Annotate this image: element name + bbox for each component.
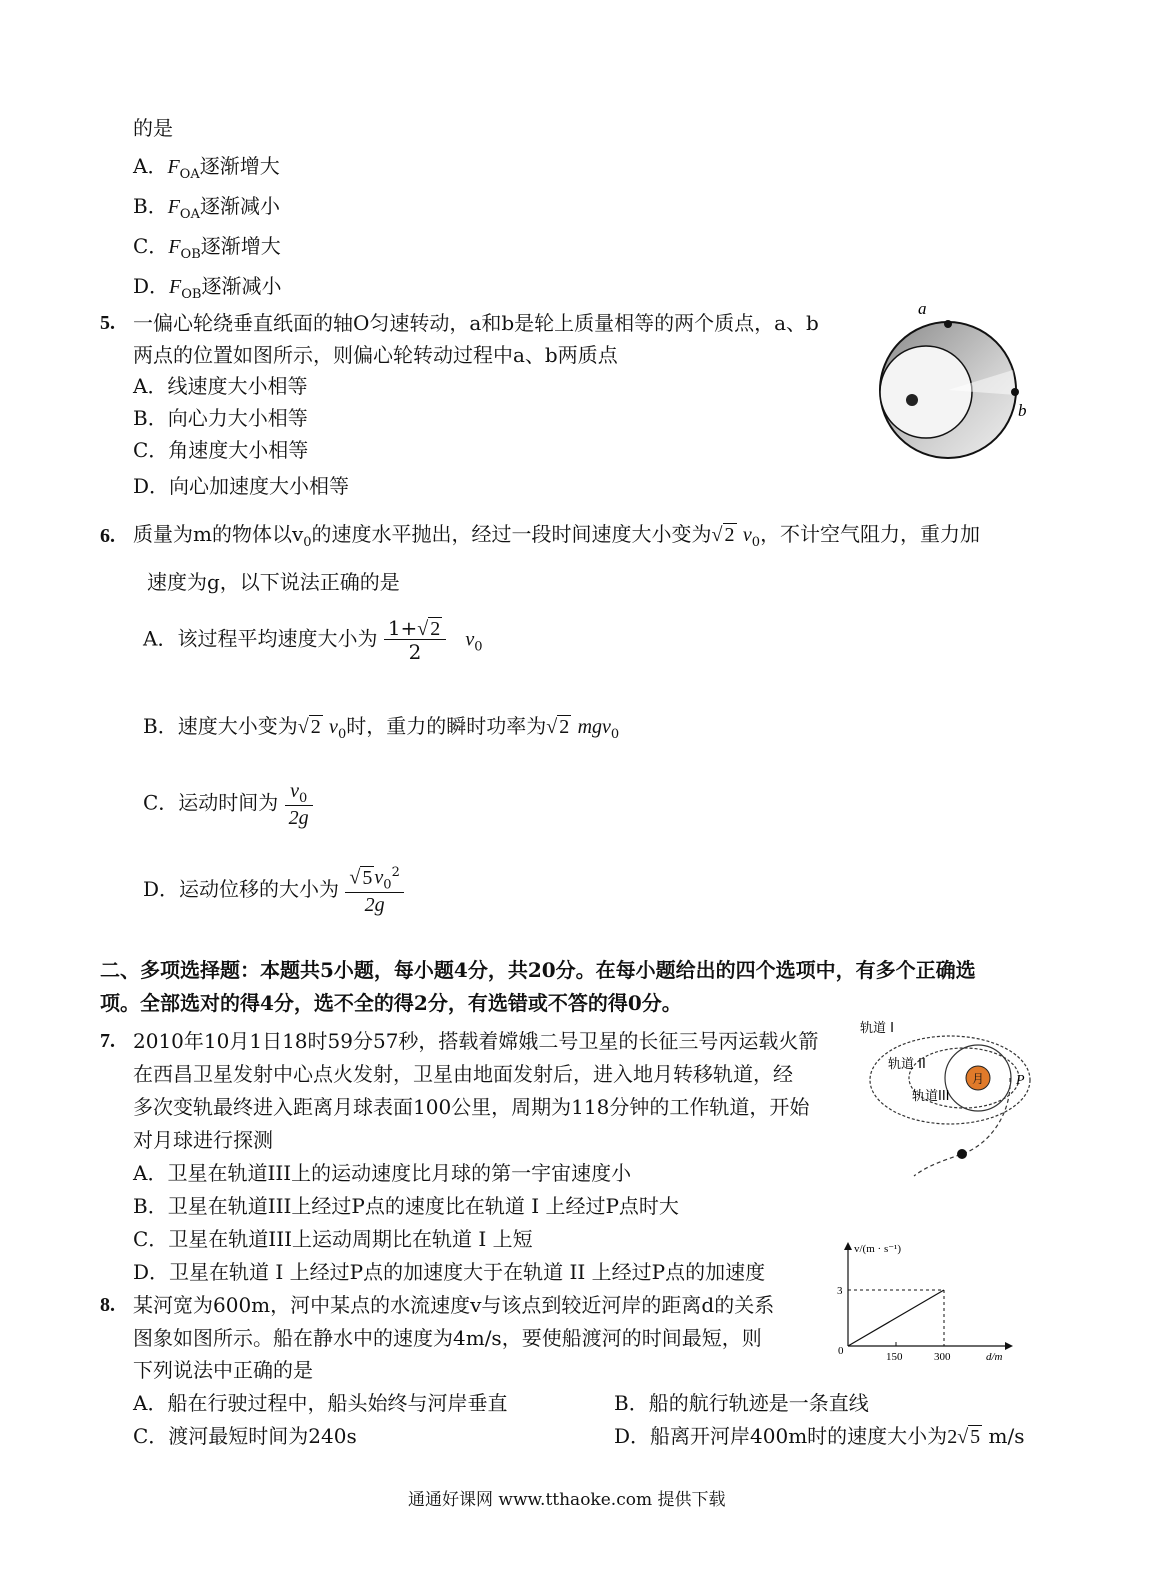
q8-option-d: D．船离开河岸400m时的速度大小为2√ 5 m/s bbox=[614, 1424, 1025, 1448]
q5-option-a: A．线速度大小相等 bbox=[133, 374, 308, 398]
q4-option-b: B．$F_{OA}$逐渐减小 bbox=[133, 194, 280, 222]
q6-option-b: B．速度大小变为√ 2 $v_0$时，重力的瞬时功率为√ 2 mgv$_0$ bbox=[143, 714, 620, 742]
velocity-distance-graph bbox=[830, 1238, 1015, 1363]
q8-stem-line3: 下列说法中正确的是 bbox=[133, 1358, 313, 1382]
q7-option-a: A．卫星在轨道III上的运动速度比月球的第一宇宙速度小 bbox=[133, 1161, 632, 1185]
q7-stem-line4: 对月球进行探测 bbox=[133, 1128, 273, 1152]
velocity-line bbox=[848, 1290, 944, 1346]
q6-option-a: A．该过程平均速度大小为 $\frac{1+√ 2}{2}$ $v_0$ bbox=[143, 616, 483, 664]
sqrt-symbol: √ 2 bbox=[711, 524, 735, 546]
q7-stem-line2: 在西昌卫星发射中心点火发射，卫星由地面发射后，进入地月转移轨道，经 bbox=[133, 1062, 793, 1086]
q7-stem-line3: 多次变轨最终进入距离月球表面100公里，周期为118分钟的工作轨道，开始 bbox=[133, 1095, 810, 1119]
section2-heading-line1: 二、多项选择题：本题共5小题，每小题4分，共20分。在每小题给出的四个选项中，有多个正确选 bbox=[100, 958, 976, 982]
q6-option-d: D．运动位移的大小为 $\frac{√ 5 v_0^2}{2g}$ bbox=[143, 866, 404, 915]
q8-number: 8. bbox=[100, 1294, 115, 1316]
point-b bbox=[1011, 388, 1019, 396]
q6-stem-line1: 质量为m的物体以$v_0$的速度水平抛出，经过一段时间速度大小变为√ 2 $v_0$，不计空气阻力，重力加 bbox=[133, 522, 981, 550]
x-tick-150: 150 bbox=[886, 1351, 903, 1363]
q4-option-c: C．$F_{OB}$逐渐增大 bbox=[133, 234, 281, 262]
x-tick-300: 300 bbox=[934, 1351, 951, 1363]
orbit1-label: 轨道 I bbox=[860, 1021, 894, 1036]
orbit2-label: 轨道 II bbox=[888, 1057, 926, 1072]
q5-option-d: D．向心加速度大小相等 bbox=[133, 474, 350, 498]
q8-stem-line1: 某河宽为600m，河中某点的水流速度v与该点到较近河岸的距离d的关系 bbox=[133, 1293, 775, 1317]
fraction-d: $\frac{√ 5 v_0^2}{2g}$ bbox=[345, 866, 403, 915]
q6-number: 6. bbox=[100, 525, 115, 547]
origin-label: 0 bbox=[838, 1345, 844, 1357]
y-tick-3: 3 bbox=[837, 1285, 843, 1297]
q8-stem-line2: 图象如图所示。船在静水中的速度为4m/s，要使船渡河的时间最短，则 bbox=[133, 1326, 762, 1350]
label-a: a bbox=[918, 300, 927, 318]
page-footer: 通通好课网 www.tthaoke.com 提供下载 bbox=[408, 1490, 726, 1510]
q5-option-b: B．向心力大小相等 bbox=[133, 406, 308, 430]
q8-option-b: B．船的航行轨迹是一条直线 bbox=[614, 1391, 869, 1415]
fraction-a: $\frac{1+√ 2}{2}$ bbox=[384, 618, 446, 662]
orbit3-label: 轨道III bbox=[912, 1089, 950, 1104]
x-axis-label: d/m bbox=[986, 1351, 1003, 1363]
point-p-label: P bbox=[1016, 1073, 1025, 1088]
satellite-dot bbox=[957, 1149, 967, 1159]
fraction-c: $\frac{v_0}{2g}$ bbox=[285, 780, 313, 828]
q5-stem-line1: 一偏心轮绕垂直纸面的轴O匀速转动，a和b是轮上质量相等的两个质点，a、b bbox=[133, 311, 819, 335]
y-axis-label: v/(m · s⁻¹) bbox=[854, 1243, 901, 1255]
q5-number: 5. bbox=[100, 312, 115, 334]
q7-option-c: C．卫星在轨道III上运动周期比在轨道 I 上短 bbox=[133, 1227, 533, 1251]
eccentric-wheel-figure bbox=[868, 300, 1038, 470]
q5-option-c: C．角速度大小相等 bbox=[133, 438, 309, 462]
q6-option-c: C．运动时间为 $\frac{v_0}{2g}$ bbox=[143, 780, 313, 828]
section2-heading-line2: 项。全部选对的得4分，选不全的得2分，有选错或不答的得0分。 bbox=[100, 991, 682, 1015]
q7-stem-line1: 2010年10月1日18时59分57秒，搭载着嫦娥二号卫星的长征三号丙运载火箭 bbox=[133, 1029, 819, 1053]
q7-option-d: D．卫星在轨道 I 上经过P点的加速度大于在轨道 II 上经过P点的加速度 bbox=[133, 1260, 766, 1284]
orbit-figure bbox=[852, 1016, 1042, 1186]
q8-option-c: C．渡河最短时间为240s bbox=[133, 1424, 357, 1448]
q4-option-a: A．$F_{OA}$逐渐增大 bbox=[133, 154, 280, 182]
q7-number: 7. bbox=[100, 1030, 115, 1052]
q4-stem-cont: 的是 bbox=[133, 116, 173, 140]
q7-option-b: B．卫星在轨道III上经过P点的速度比在轨道 I 上经过P点时大 bbox=[133, 1194, 679, 1218]
q4-option-d: D．$F_{OB}$逐渐减小 bbox=[133, 274, 282, 302]
q6-stem-line2: 速度为g，以下说法正确的是 bbox=[147, 570, 400, 594]
q5-stem-line2: 两点的位置如图所示，则偏心轮转动过程中a、b两质点 bbox=[133, 343, 618, 367]
point-a bbox=[944, 320, 952, 328]
moon-label: 月 bbox=[971, 1072, 985, 1086]
label-b: b bbox=[1018, 401, 1027, 420]
q8-option-a: A．船在行驶过程中，船头始终与河岸垂直 bbox=[133, 1391, 508, 1415]
